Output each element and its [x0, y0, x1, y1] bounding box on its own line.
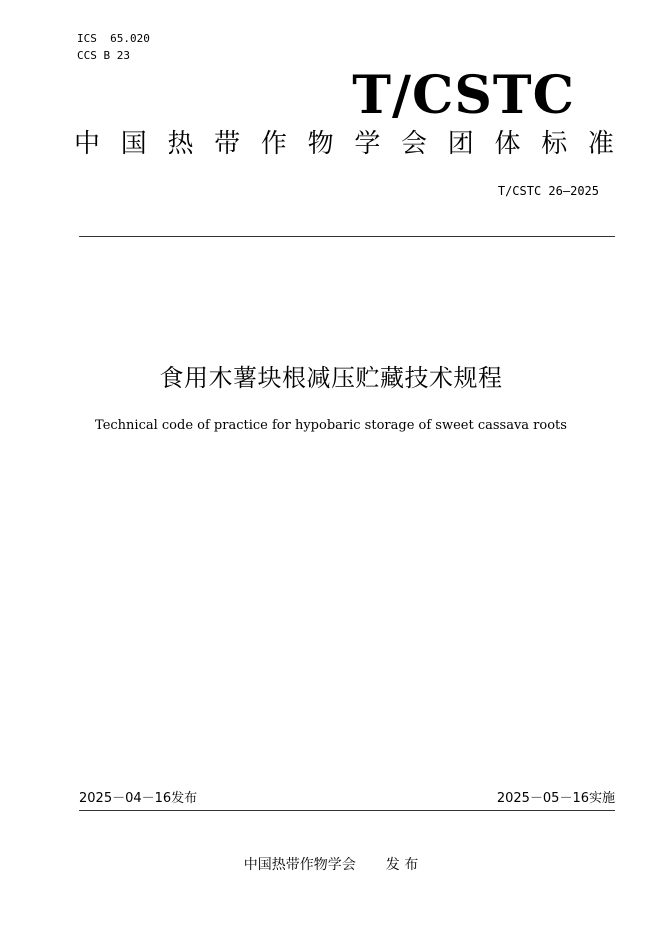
- publisher-line: [0, 855, 662, 875]
- header-divider: [79, 236, 615, 237]
- ics-code: ICS 65.020: [77, 32, 150, 45]
- document-title-english: Technical code of practice for hypobaric storage of sweet cassava roots: [95, 418, 567, 433]
- publisher-org: 中国热带作物学会: [243, 857, 356, 873]
- footer-divider: [79, 810, 615, 811]
- standard-number: T/CSTC 26—2025: [497, 184, 599, 198]
- publisher-action: 发 布: [385, 857, 419, 873]
- org-standard-char: 准: [587, 129, 614, 159]
- org-standard-char: 国: [120, 129, 147, 159]
- org-standard-char: 体: [494, 129, 521, 159]
- document-title-chinese: 食用木薯块根减压贮藏技术规程: [159, 364, 503, 392]
- org-standard-char: 中: [74, 129, 101, 159]
- org-standard-char: 作: [260, 129, 287, 159]
- org-standard-title: [74, 127, 614, 161]
- issue-date: 2025－04－16发布: [79, 791, 198, 806]
- org-standard-char: 物: [307, 129, 334, 159]
- org-standard-char: 学: [354, 129, 381, 159]
- org-standard-char: 团: [447, 129, 474, 159]
- implementation-date: 2025－05－16实施: [496, 791, 615, 806]
- ccs-code: CCS B 23: [77, 49, 130, 62]
- org-standard-char: 标: [541, 129, 568, 159]
- standard-code-logo: T/CSTC: [352, 65, 575, 126]
- org-standard-char: 会: [401, 129, 428, 159]
- org-standard-char: 热: [167, 129, 194, 159]
- org-standard-char: 带: [214, 129, 241, 159]
